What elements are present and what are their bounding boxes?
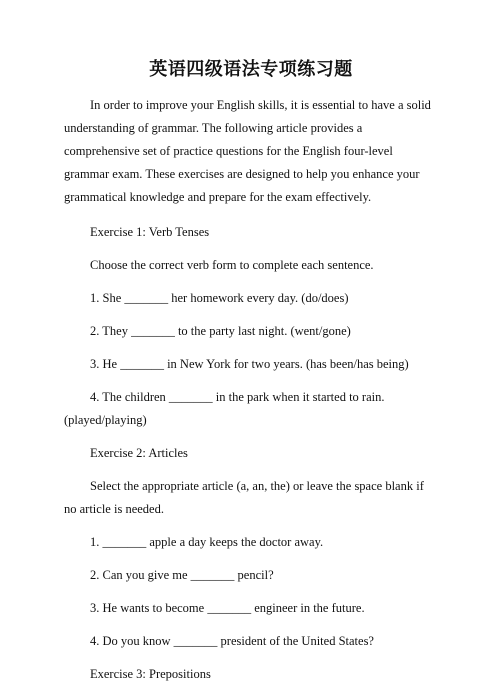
exercise-2-instruction: Select the appropriate article (a, an, the) or leave the space blank if no article is needed. [64,479,424,516]
exercise-1-heading: Exercise 1: Verb Tenses [90,225,210,239]
exercise-2-question-4: 4. Do you know _______ president of the United States? [90,634,374,648]
exercise-1-question-4: 4. The children _______ in the park when it started to rain. (played/playing) [64,390,385,427]
exercise-2-heading: Exercise 2: Articles [90,446,188,460]
intro-paragraph: In order to improve your English skills, it is essential to have a solid understanding of grammar. The following article provides a comprehensive set of practice questions for the English four-level grammar exam. These exercises are designed to help you enhance your grammatical knowledge and prepare for the exam effectively. [64,98,431,204]
exercise-2-question-1: 1. _______ apple a day keeps the doctor away. [90,535,324,549]
exercise-1-question-3: 3. He _______ in New York for two years. (has been/has being) [90,357,409,371]
document-title: 英语四级语法专项练习题 [149,59,353,80]
exercise-1-question-2: 2. They _______ to the party last night. (went/gone) [90,324,351,338]
exercise-2-question-2: 2. Can you give me _______ pencil? [90,568,274,582]
exercise-1-instruction: Choose the correct verb form to complete each sentence. [90,258,374,272]
exercise-1-question-1: 1. She _______ her homework every day. (do/does) [90,291,349,305]
exercise-3-heading: Exercise 3: Prepositions [90,667,211,681]
exercise-2-question-3: 3. He wants to become _______ engineer in the future. [90,601,365,615]
